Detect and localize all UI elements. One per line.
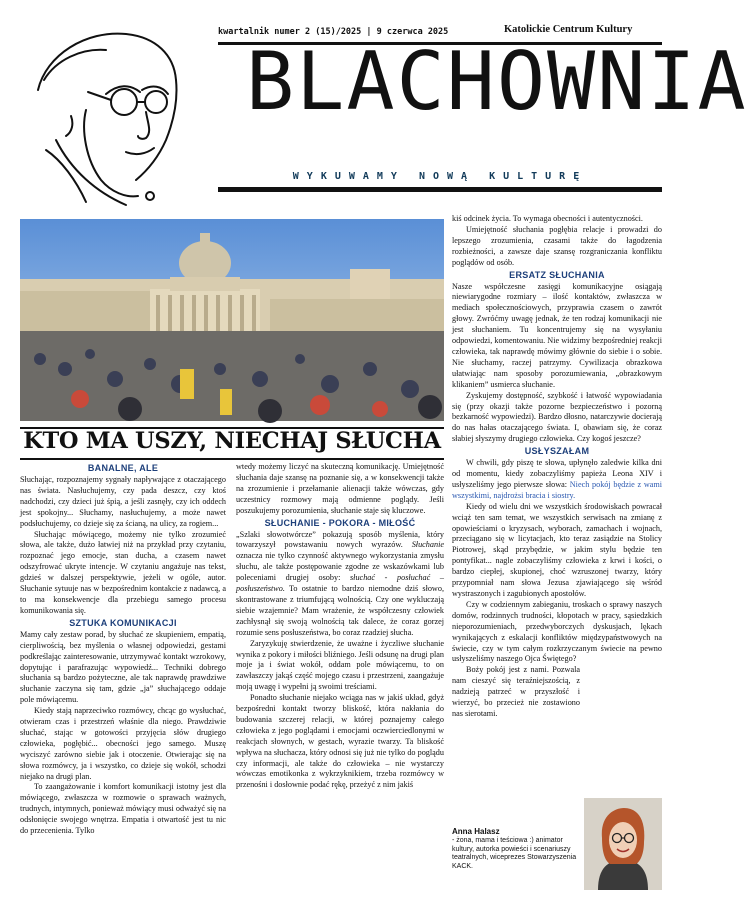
paragraph: Kiedy stają naprzeciwko rozmówcy, chcąc go wysłuchać, otwieram czas i przestrzeń właśnie dla niego. Prawdziwie słuchać, stając w gotowości przyjęcia słów drugiego człowieka, pogłębić... obecności jego samego. Muszę wyciszyć zarówno siebie jak i otoczenie. Otwierając się na słowa rozmówcy, ja i wszystko, co dzieje się wokół, schodzi niejako na drugi plan. [20, 706, 226, 781]
headline-bottom-rule [20, 458, 444, 460]
author-bio [452, 828, 582, 872]
article-column-3 [452, 214, 662, 720]
paragraph: Umiejętność słuchania pogłębia relacje i prowadzi do lepszego zrozumienia, czasami także do łagodzenia rozbieżności, a zawsze daje szansę rozgraniczania konfliktu poglądów od osób. [452, 224, 662, 267]
article-column-1 [20, 462, 226, 837]
paragraph: Ponadto słuchanie niejako wciąga nas w jakiś układ, gdyż bezpośredni kontakt tworzy bliskość, która nakłania do budowania szczerej relacji, w której poznajemy całego człowieka z jego poglądami i emocjami oczwierciedlonymi w reakcjach słownych, w gestach, wyrazie twarzy. Ta bliskość wpływa na słuchacza, który odnosi się już nie tylko do poglądu czy informacji, ale także do człowieka – nie wystarczy wówczas emotikonka z wykrzyknikiem, trzeba rozmówcy w przenośni i dosłownie podać rękę, przeżyć z nim jakiś [236, 693, 444, 790]
author-description: - żona, mama i teściowa :) animator kultury, autorka powieści i scenariuszy teatralnych, wiceprezes Stowarzyszenia KACK. [452, 836, 577, 871]
pope-quote: Niech pokój będzie z wami wszystkimi, najdrożsi bracia i siostry. [452, 479, 663, 500]
portrait-sketch-logo [26, 20, 186, 210]
paragraph: Boży pokój jest z nami. Pozwala nam cieszyć się teraźniejszością, z nadzieją patrzeć w przyszłość i wierzyć, bo przecież nie zostawiono nas sierotami. [452, 665, 580, 718]
paragraph: To zaangażowanie i komfort komunikacji istotny jest dla mówiącego, zwłaszcza w rozmowie o sprawach ważnych, trudnych, intymnych, ponieważ mówiący musi odważyć się na odsłonięcie swojego wnętrza. Empatia i otwartość jest tu nic do przecenienia. Tylko [20, 782, 226, 836]
section-heading: USŁYSZAŁAM [524, 446, 590, 457]
text-run: W chwili, gdy piszę te słowa, upłynęło zaledwie kilka dni od momentu, kiedy zobaczyliśmy papieża Leona XIV i usłyszeliśmy jego pierwsze słowa: [452, 458, 662, 489]
publisher-name: Katolickie Centrum Kultury [504, 24, 633, 35]
paragraph: Kiedy od wielu dni we wszystkich środowiskach powracał wciąż ten sam temat, we wszystkich serwisach na zmianę z opowieściami o kryzysach, wyborach, zamachach i wojnach, przeciągano się w licytacjach, kto teraz zasiądzie na Stolicy Piotrowej, skąd przybędzie, w jakim stylu będzie ten pontyfikat... nagle zobaczyliśmy człowieka z krwi i kości, o bardzo ciepłej, skupionej, choć wzruszonej twarzy, który przypomniał nam słowa Jezusa zjawiającego się wśród wystraszonych i zagubionych apostołów. [452, 501, 662, 598]
text-run: oznacza nie tylko czynność aktywnego wykorzystania zmysłu słuchu, ale także postępowanie zgodne ze wskazówkami lub poleceniami drugiej osoby: [236, 551, 444, 583]
paragraph [452, 458, 662, 502]
paragraph: Zyskujemy dostępność, szybkość i łatwość wypowiadania się (przy okazji także pozorne bezpieczeństwo i pozorną bezkarność wypowiedzi). Bardzo dłosno, natarczywie docierają do nas hałas otaczającego świata. I, obawiam się, że coraz słabiej słyszymy drugiego człowieka. Czy kogoś jeszcze? [452, 390, 662, 444]
paragraph: Nasze współczesne zasięgi komunikacyjne osiągają niewiarygodne rozmiary – ilość kontaktów, zwłaszcza w mediach społecznościowych, przyprawia czasem o zawrót głowy. Zwróćmy uwagę jednak, że ten rodzaj komunikacji nie jest słuchaniem. Tu koncentrujemy się na wysyłaniu odpowiedzi, komentowaniu. Nie widzimy bezpośredniej reakcji człowieka, tak naprawdę mówimy głównie do siebie i o sobie. Nie słuchamy, raczej patrzymy. Cywilizacja obrazkowa ułatwiając nam sposoby porozumiewania, „obrazkowym klikaniem” usmierca słuchanie. [452, 281, 662, 389]
paragraph: Mamy cały zestaw porad, by słuchać ze skupieniem, empatią, cierpliwością, bez myślenia o własnej odpowiedzi, gestami podkreślając zainteresowanie, utrzymywać kontakt wzrokowy, dopytując i parafrazując wypowiedź... Techniki dobrego słuchania są bardzo pożyteczne, ale tak naprawdę prawdziwe słuchanie zaczyna się tam, gdzie „ja” słuchającego oddaje pole mówiącemu. [20, 629, 226, 705]
paragraph: kiś odcinek życia. To wymaga obecności i autentyczności. [452, 214, 643, 223]
paragraph: Słuchając mówiącego, możemy nie tylko zrozumieć słowa, ale także, dużo łatwiej niż na przykład przy czytaniu, rozpoznać jego emocje, stan ducha, a czasem nawet odszyfrować ukryte intencje. W czytaniu angażuje nas tekst, gdzieś w dalszej perspektywie, jeżeli w ogóle, autor. Słuchanie sytuuje nas w bezpośrednim kontakcie z nadawcą, a to ma konsekwencje dla przebiegu samego procesu komunikowania się. [20, 529, 226, 615]
article-headline: KTO MA USZY, NIECHAJ SŁUCHA [23, 428, 441, 454]
paragraph: wtedy możemy liczyć na skuteczną komunikację. Umiejętność słuchania daje szansę na poznanie się, a w konsekwencji także na zrozumienie i przełamanie alienacji także wówczas, gdy uczestnicy rozmowy mają odmienne poglądy. Jeśli poszukujemy porozumienia, słuchanie staje się kluczowe. [236, 462, 444, 515]
paragraph [236, 530, 444, 639]
text-run: To ostatnie to bardzo niemodne dziś słowo, skontrastowane z triumfującą wolnością. Czy one wykluczają siebie wzajemnie? Mam wrażenie, że współczesny człowiek zachłysnął się swoją wolnością tak dalece, że coraz gorzej rozumie sens posłuszeństwa, bo coraz rzadziej słucha. [236, 584, 444, 637]
issue-line: kwartalnik numer 2 (15)/2025 | 9 czerwca 2025 [218, 27, 449, 37]
section-heading: SŁUCHANIE - POKORA - MIŁOŚĆ [264, 517, 416, 528]
author-portrait [584, 798, 662, 890]
author-name: Anna Halasz [452, 827, 500, 836]
paragraph: Czy w codziennym zabieganiu, troskach o sprawy naszych domów, rodzinnych trudności, kłopotach w pracy, sąsiedzkich nieporozumieniach, przedwyborczych dyskusjach, lękach wynikających z eskalacji konfliktów międzypaństwowych na świecie, czy w tym całym rozkrzyczanym świecie na pewno usłyszeliśmy naszego Ojca Świętego? [452, 599, 662, 664]
paragraph: Zaryzykuję stwierdzenie, że uważne i życzliwe słuchanie wynika z pokory i miłości bliźniego. Jeśli odsunę na drugi plan moje ja i świat wokół, oddam pole mówiącemu, to on zawłaszczy jakąś część mojego czasu i przestrzeni, zaangażuje moją uwagę i wypełni ją swoimi treściami. [236, 638, 444, 692]
section-heading: SZTUKA KOMUNIKACJI [69, 617, 177, 628]
section-heading: BANALNE, ALE [87, 463, 159, 473]
masthead-title: BLACHOWNIA [246, 35, 748, 128]
masthead-slogan: WYKUWAMY NOWĄ KULTURĘ [292, 171, 588, 182]
paragraph: Słuchając, rozpoznajemy sygnały napływające z otaczającego nas świata. Nasłuchujemy, czy pada deszcz, czy ktoś nadchodzi, czy dzieci już śpią, a jeśli zasnęły, czy ich oddech jest spokojny... Słuchamy, nasłuchujemy, a może nawet podsłuchujemy, co dzieje się za ścianą, na ulicy, za rogiem... [20, 475, 226, 528]
st-peters-square-photo [20, 219, 444, 421]
section-heading: ERSATZ SŁUCHANIA [509, 269, 605, 280]
header-bottom-rule [218, 187, 662, 192]
emphasis-text: słuchać - posłuchać – posłuszeństwo. [236, 573, 444, 594]
emphasis-text: Słuchanie [411, 540, 444, 550]
text-run: „Szlaki słowotwórcze” pokazują sposób myślenia, który towarzyszył powstawaniu nowych wyrazów. [236, 529, 444, 550]
article-column-2 [236, 462, 444, 791]
